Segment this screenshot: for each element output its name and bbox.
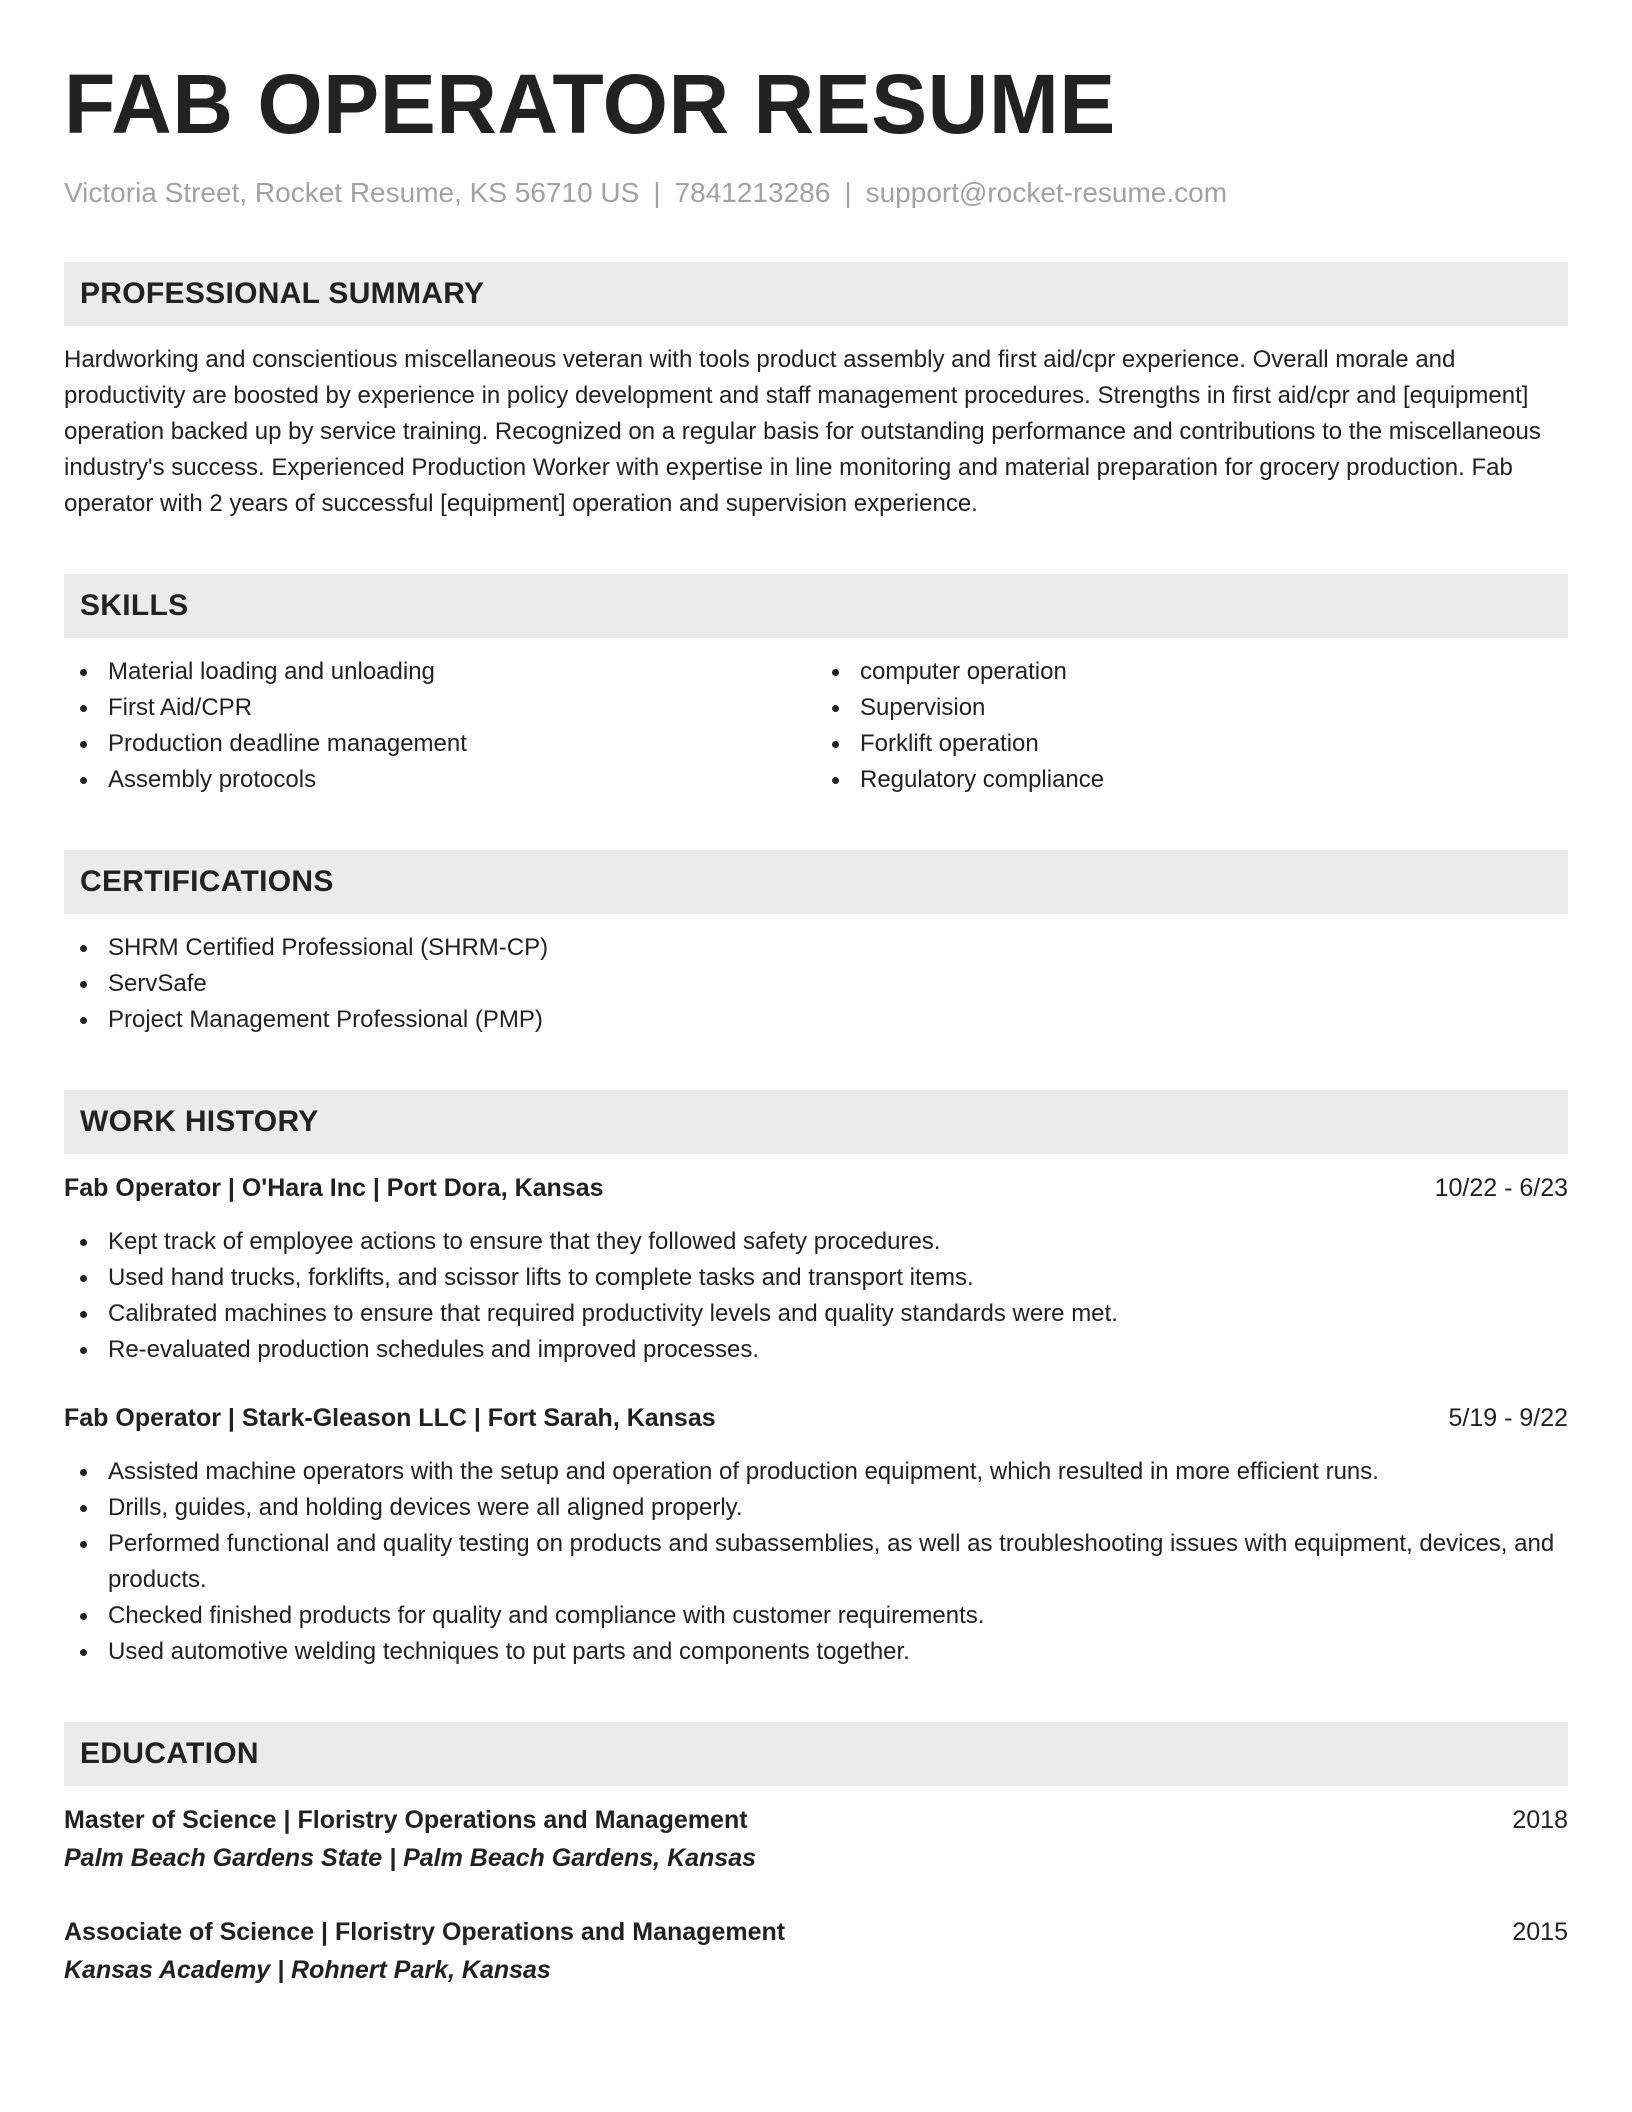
job-bullets <box>64 1224 1568 1368</box>
education-entry <box>64 1914 1568 1990</box>
job-bullet: Calibrated machines to ensure that required productivity levels and quality standards were met. <box>64 1296 1568 1332</box>
job-dates: 5/19 - 9/22 <box>1448 1404 1568 1432</box>
job-bullet: Assisted machine operators with the setup and operation of production equipment, which resulted in more efficient runs. <box>64 1454 1568 1490</box>
job-bullet: Drills, guides, and holding devices were all aligned properly. <box>64 1490 1568 1526</box>
job-header <box>64 1400 1568 1436</box>
section-heading-skills: SKILLS <box>64 574 1568 638</box>
education-degree: Master of Science | Floristry Operations and Management <box>64 1806 748 1834</box>
contact-phone: 7841213286 <box>674 177 831 208</box>
section-heading-education: EDUCATION <box>64 1722 1568 1786</box>
education-header <box>64 1914 1568 1950</box>
skill-item: Material loading and unloading <box>64 654 816 690</box>
certification-item: SHRM Certified Professional (SHRM-CP) <box>64 930 1568 966</box>
education-entry <box>64 1802 1568 1878</box>
skills-column-right <box>816 654 1568 798</box>
job-bullets <box>64 1454 1568 1670</box>
job-header <box>64 1170 1568 1206</box>
resume-title: FAB OPERATOR RESUME <box>64 57 1116 151</box>
skill-item: Supervision <box>816 690 1568 726</box>
job-bullet: Used automotive welding techniques to put parts and components together. <box>64 1634 1568 1670</box>
contact-email: support@rocket-resume.com <box>865 177 1228 208</box>
certification-item: Project Management Professional (PMP) <box>64 1002 1568 1038</box>
job-entry <box>64 1400 1568 1670</box>
education-school: Kansas Academy | Rohnert Park, Kansas <box>64 1956 551 1984</box>
job-bullet: Used hand trucks, forklifts, and scissor lifts to complete tasks and transport items. <box>64 1260 1568 1296</box>
contact-separator: | <box>653 177 661 208</box>
education-year: 2018 <box>1512 1806 1568 1834</box>
contact-separator: | <box>844 177 852 208</box>
skill-item: Assembly protocols <box>64 762 816 798</box>
skill-item: Regulatory compliance <box>816 762 1568 798</box>
skills-column-left <box>64 654 816 798</box>
education-year: 2015 <box>1512 1918 1568 1946</box>
skill-item: computer operation <box>816 654 1568 690</box>
job-bullet: Re-evaluated production schedules and improved processes. <box>64 1332 1568 1368</box>
job-bullet: Performed functional and quality testing on products and subassemblies, as well as troubleshooting issues with equipment, devices, and products. <box>64 1526 1568 1598</box>
section-heading-summary: PROFESSIONAL SUMMARY <box>64 262 1568 326</box>
skill-item: Production deadline management <box>64 726 816 762</box>
section-heading-work-history: WORK HISTORY <box>64 1090 1568 1154</box>
job-title: Fab Operator | O'Hara Inc | Port Dora, Kansas <box>64 1174 604 1202</box>
certification-item: ServSafe <box>64 966 1568 1002</box>
skill-item: First Aid/CPR <box>64 690 816 726</box>
certifications-list <box>64 930 1568 1038</box>
skills-list <box>64 654 1568 798</box>
section-heading-certifications: CERTIFICATIONS <box>64 850 1568 914</box>
job-title: Fab Operator | Stark-Gleason LLC | Fort Sarah, Kansas <box>64 1404 716 1432</box>
education-header <box>64 1802 1568 1838</box>
education-school: Palm Beach Gardens State | Palm Beach Gardens, Kansas <box>64 1844 757 1872</box>
education-degree: Associate of Science | Floristry Operations and Management <box>64 1918 786 1946</box>
contact-address: Victoria Street, Rocket Resume, KS 56710 US <box>64 177 640 208</box>
contact-line <box>64 176 1568 210</box>
job-bullet: Checked finished products for quality and compliance with customer requirements. <box>64 1598 1568 1634</box>
skill-item: Forklift operation <box>816 726 1568 762</box>
job-entry <box>64 1170 1568 1368</box>
job-bullet: Kept track of employee actions to ensure that they followed safety procedures. <box>64 1224 1568 1260</box>
summary-text: Hardworking and conscientious miscellaneous veteran with tools product assembly and first aid/cpr experience. Overall morale and productivity are boosted by experience in policy development and staff management procedures. Strengths in first aid/cpr and [equipment] operation backed up by service training. Recognized on a regular basis for outstanding performance and contributions to the miscellaneous industry's success. Experienced Production Worker with expertise in line monitoring and material preparation for grocery production. Fab operator with 2 years of successful [equipment] operation and supervision experience. <box>64 346 1541 517</box>
job-dates: 10/22 - 6/23 <box>1434 1174 1568 1202</box>
